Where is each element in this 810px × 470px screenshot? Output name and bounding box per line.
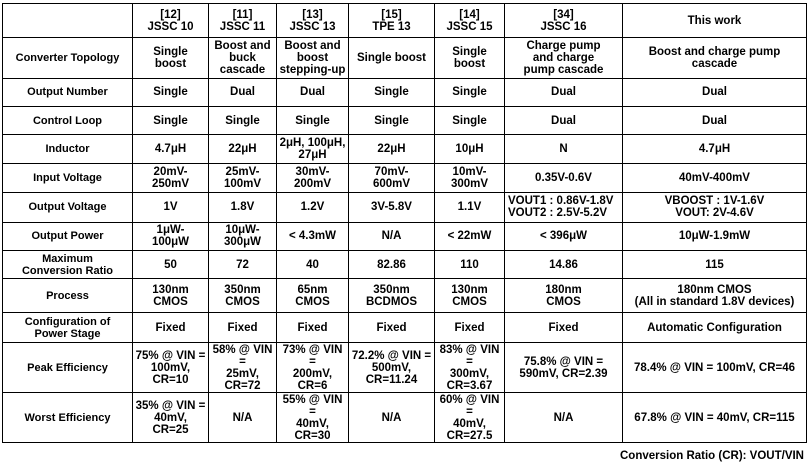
table-cell: < 22mW [435,222,505,250]
table-cell: < 4.3mW [277,222,349,250]
table-cell: 82.86 [349,251,435,279]
column-header: [13] JSSC 13 [277,4,349,38]
row-header: Peak Efficiency [3,343,133,393]
table-cell: 75.8% @ VIN = 590mV, CR=2.39 [505,343,623,393]
table-cell: 60% @ VIN = 40mV, CR=27.5 [435,393,505,443]
table-cell: 22μH [349,135,435,163]
table-cell: 30mV- 200mV [277,163,349,192]
table-cell: 1.2V [277,193,349,222]
table-row [3,393,807,443]
table-cell: 2μH, 100μH, 27μH [277,135,349,163]
table-cell: Fixed [505,312,623,342]
column-header: [14] JSSC 15 [435,4,505,38]
table-cell: 110 [435,251,505,279]
table-cell: N/A [349,222,435,250]
table-cell: Fixed [435,312,505,342]
table-cell: 25mV- 100mV [209,163,277,192]
table-cell: 83% @ VIN = 300mV, CR=3.67 [435,343,505,393]
table-cell: 50 [133,251,209,279]
table-cell: Dual [209,78,277,106]
table-cell: VBOOST : 1V-1.6V VOUT: 2V-4.6V [623,193,807,222]
table-cell: 350nm CMOS [209,279,277,312]
row-header: Configuration of Power Stage [3,312,133,342]
table-cell: Single [133,107,209,135]
table-cell: 115 [623,251,807,279]
table-cell: Dual [505,78,623,106]
table-cell: 58% @ VIN = 25mV, CR=72 [209,343,277,393]
table-cell: Single [133,78,209,106]
table-cell: 1μW- 100μW [133,222,209,250]
table-cell: 10μW- 300μW [209,222,277,250]
row-header: Output Voltage [3,193,133,222]
table-cell: 130nm CMOS [133,279,209,312]
row-header: Maximum Conversion Ratio [3,251,133,279]
table-cell: N/A [349,393,435,443]
table-row [3,107,807,135]
table-header-row [3,4,807,38]
table-cell: 73% @ VIN = 200mV, CR=6 [277,343,349,393]
table-cell: Dual [623,78,807,106]
table-row [3,343,807,393]
table-cell: Boost and buck cascade [209,38,277,79]
table-cell: Dual [505,107,623,135]
row-header: Worst Efficiency [3,393,133,443]
table-cell: 1.8V [209,193,277,222]
row-header: Converter Topology [3,38,133,79]
table-cell: 130nm CMOS [435,279,505,312]
table-cell: 10μW-1.9mW [623,222,807,250]
table-row [3,251,807,279]
table-cell: Dual [623,107,807,135]
table-cell: N/A [505,393,623,443]
table-cell: 65nm CMOS [277,279,349,312]
table-cell: 0.35V-0.6V [505,163,623,192]
table-row [3,163,807,192]
table-cell: 10mV- 300mV [435,163,505,192]
table-cell: Fixed [209,312,277,342]
table-cell: Single [349,107,435,135]
table-cell: Boost and charge pump cascade [623,38,807,79]
table-cell: Charge pump and charge pump cascade [505,38,623,79]
table-cell: 180nm CMOS (All in standard 1.8V devices) [623,279,807,312]
table-cell: 20mV- 250mV [133,163,209,192]
table-cell: VOUT1 : 0.86V-1.8V VOUT2 : 2.5V-5.2V [505,193,623,222]
column-header: This work [623,4,807,38]
table-cell: 4.7μH [623,135,807,163]
table-cell: 1.1V [435,193,505,222]
table-cell: 1V [133,193,209,222]
table-cell: 40 [277,251,349,279]
table-cell: 10μH [435,135,505,163]
table-cell: 78.4% @ VIN = 100mV, CR=46 [623,343,807,393]
table-cell: 40mV-400mV [623,163,807,192]
row-header: Process [3,279,133,312]
table-cell: Automatic Configuration [623,312,807,342]
table-cell: 22μH [209,135,277,163]
table-cell: 350nm BCDMOS [349,279,435,312]
table-cell: Boost and boost stepping-up [277,38,349,79]
table-cell: N/A [209,393,277,443]
table-cell: Single [435,78,505,106]
table-body [3,38,807,443]
table-cell: Single [209,107,277,135]
table-cell: Single [435,107,505,135]
table-cell: 14.86 [505,251,623,279]
row-header: Output Number [3,78,133,106]
table-cell: Dual [277,78,349,106]
table-row [3,312,807,342]
row-header: Output Power [3,222,133,250]
table-cell: < 396μW [505,222,623,250]
table-cell: 3V-5.8V [349,193,435,222]
table-cell: Single [349,78,435,106]
table-cell: Single [277,107,349,135]
table-cell: 72.2% @ VIN = 500mV, CR=11.24 [349,343,435,393]
table-row [3,38,807,79]
table-row [3,135,807,163]
column-header: [34] JSSC 16 [505,4,623,38]
table-cell: 75% @ VIN = 100mV, CR=10 [133,343,209,393]
column-header: [15] TPE 13 [349,4,435,38]
table-cell: N [505,135,623,163]
table-row [3,193,807,222]
table-row [3,279,807,312]
table-cell: Fixed [277,312,349,342]
table-cell: Single boost [349,38,435,79]
table-cell: 72 [209,251,277,279]
row-header: Inductor [3,135,133,163]
table-cell: Fixed [349,312,435,342]
table-cell: Single boost [435,38,505,79]
table-row [3,222,807,250]
table-cell: 4.7μH [133,135,209,163]
table-cell: Fixed [133,312,209,342]
table-cell: 180nm CMOS [505,279,623,312]
table-cell: 55% @ VIN = 40mV, CR=30 [277,393,349,443]
comparison-table [2,3,807,443]
row-header: Control Loop [3,107,133,135]
table-cell: 35% @ VIN = 40mV, CR=25 [133,393,209,443]
conversion-ratio-footnote: Conversion Ratio (CR): VOUT/VIN [619,450,804,462]
column-header: [12] JSSC 10 [133,4,209,38]
table-cell: Single boost [133,38,209,79]
header-corner [3,4,133,38]
table-cell: 67.8% @ VIN = 40mV, CR=115 [623,393,807,443]
column-header: [11] JSSC 11 [209,4,277,38]
row-header: Input Voltage [3,163,133,192]
table-row [3,78,807,106]
table-cell: 70mV- 600mV [349,163,435,192]
